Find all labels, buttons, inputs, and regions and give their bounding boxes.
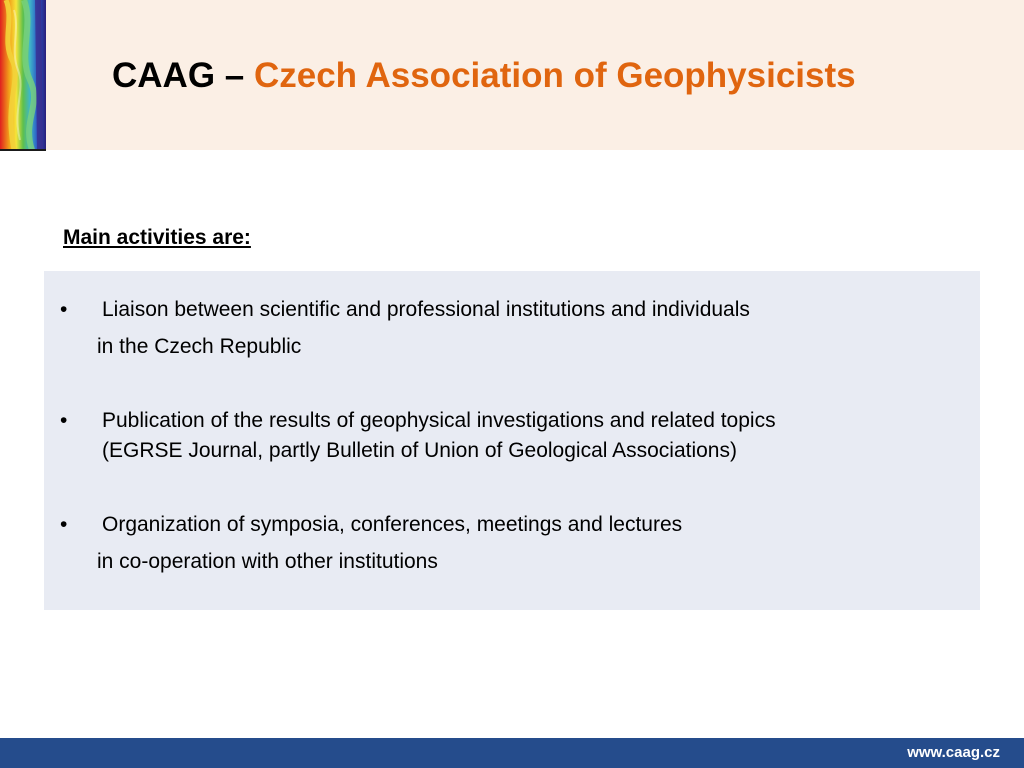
activity-item-3-line1: Organization of symposia, conferences, meetings and lectures xyxy=(102,513,683,536)
activity-item-1-line2: in the Czech Republic xyxy=(97,335,302,358)
bullet-icon: • xyxy=(60,298,68,321)
title-accent: Czech Association of Geophysicists xyxy=(253,56,856,95)
activity-item-1-line1: Liaison between scientific and professional institutions and individuals xyxy=(102,298,750,321)
footer-bar xyxy=(0,738,1024,768)
bullet-icon: • xyxy=(60,409,68,432)
activity-item-3-line2: in co-operation with other institutions xyxy=(97,550,438,573)
bullet-icon: • xyxy=(60,513,68,536)
title-prefix: CAAG – xyxy=(112,56,254,95)
website-link[interactable]: www.caag.cz xyxy=(907,744,1000,761)
activity-item-2-line2: (EGRSE Journal, partly Bulletin of Union of Geological Associations) xyxy=(102,439,737,462)
header-banner xyxy=(0,0,1024,150)
geophysical-profile-logo-icon xyxy=(0,0,46,150)
page-title xyxy=(112,56,856,96)
activity-item-2-line1: Publication of the results of geophysical investigations and related topics xyxy=(102,409,776,432)
main-activities-heading: Main activities are: xyxy=(63,226,251,249)
logo-underline xyxy=(0,149,46,151)
